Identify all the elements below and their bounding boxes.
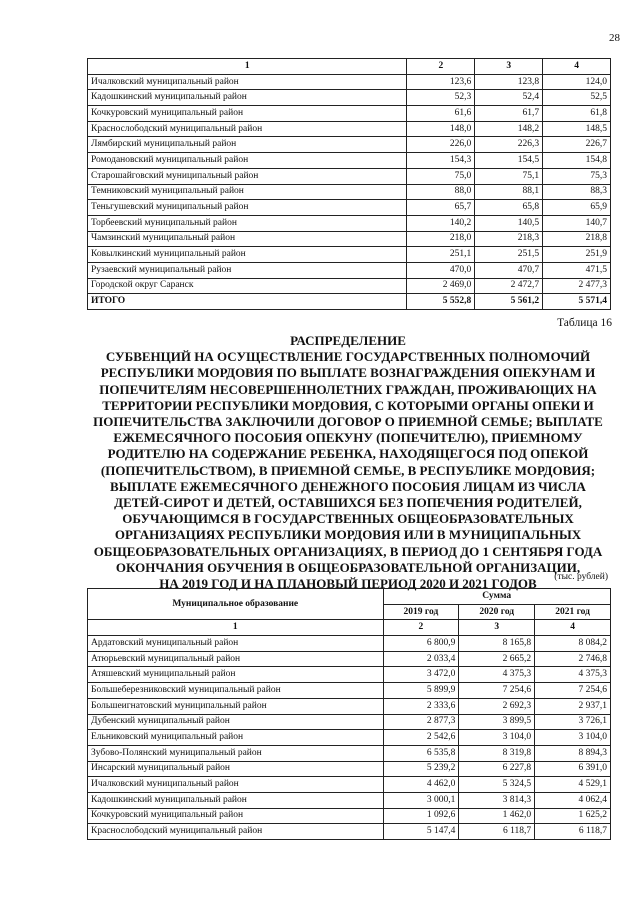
column-number: 4 <box>535 620 611 636</box>
title-line: ЕЖЕМЕСЯЧНОГО ПОСОБИЯ ОПЕКУНУ (ПОПЕЧИТЕЛЮ), ПРИЕМНОМУ <box>113 430 583 446</box>
total-amount-cell: 5 571,4 <box>543 294 611 310</box>
amount-cell: 148,5 <box>543 121 611 137</box>
amount-cell: 2 746,8 <box>535 651 611 667</box>
amount-cell: 3 899,5 <box>459 714 535 730</box>
amount-cell: 2 333,6 <box>383 698 459 714</box>
units-label: (тыс. рублей) <box>554 572 608 582</box>
table-label: Таблица 16 <box>557 317 612 329</box>
title-line: ОКОНЧАНИЯ ОБУЧЕНИЯ В ОБЩЕОБРАЗОВАТЕЛЬНОЙ ОРГАНИЗАЦИИ, <box>115 559 581 575</box>
amount-cell: 2 937,1 <box>535 698 611 714</box>
amount-cell: 4 062,4 <box>535 792 611 808</box>
total-label: ИТОГО <box>88 294 407 310</box>
amount-cell: 2 469,0 <box>407 278 475 294</box>
municipality-cell: Ковылкинский муниципальный район <box>88 247 407 263</box>
table-row <box>88 168 611 184</box>
municipality-cell: Рузаевский муниципальный район <box>88 262 407 278</box>
amount-cell: 140,7 <box>543 215 611 231</box>
amount-cell: 6 391,0 <box>535 761 611 777</box>
amount-cell: 8 319,8 <box>459 745 535 761</box>
amount-cell: 3 000,1 <box>383 792 459 808</box>
amount-cell: 124,0 <box>543 74 611 90</box>
title-line: ВЫПЛАТЕ ЕЖЕМЕСЯЧНОГО ДЕНЕЖНОГО ПОСОБИЯ ЛИЦАМ ИЗ ЧИСЛА <box>110 478 586 494</box>
municipality-cell: Атяшевский муниципальный район <box>88 667 384 683</box>
amount-cell: 3 814,3 <box>459 792 535 808</box>
amount-cell: 65,9 <box>543 200 611 216</box>
amount-cell: 61,8 <box>543 106 611 122</box>
table-row <box>88 714 611 730</box>
amount-cell: 6 227,8 <box>459 761 535 777</box>
table-row <box>88 262 611 278</box>
amount-cell: 2 477,3 <box>543 278 611 294</box>
title-line: ОБЩЕОБРАЗОВАТЕЛЬНЫХ ОРГАНИЗАЦИЯХ, В ПЕРИОД ДО 1 СЕНТЯБРЯ ГОДА <box>93 543 603 559</box>
table-row <box>88 698 611 714</box>
amount-cell: 218,3 <box>475 231 543 247</box>
distribution-table <box>87 588 611 840</box>
table-row <box>88 745 611 761</box>
municipality-cell: Кадошкинский муниципальный район <box>88 90 407 106</box>
table-row <box>88 184 611 200</box>
amount-cell: 123,6 <box>407 74 475 90</box>
amount-cell: 4 375,3 <box>535 667 611 683</box>
municipality-cell: Краснослободский муниципальный район <box>88 121 407 137</box>
top-continuation-table <box>87 58 611 310</box>
header-municipality: Муниципальное образование <box>88 589 384 620</box>
municipality-cell: Ромодановский муниципальный район <box>88 153 407 169</box>
amount-cell: 140,5 <box>475 215 543 231</box>
amount-cell: 8 084,2 <box>535 636 611 652</box>
municipality-cell: Большеигнатовский муниципальный район <box>88 698 384 714</box>
amount-cell: 8 165,8 <box>459 636 535 652</box>
amount-cell: 3 472,0 <box>383 667 459 683</box>
amount-cell: 5 239,2 <box>383 761 459 777</box>
title-line: ОБУЧАЮЩИМСЯ В ГОСУДАРСТВЕННЫХ ОБЩЕОБРАЗОВАТЕЛЬНЫХ <box>122 511 574 527</box>
column-number: 1 <box>88 620 384 636</box>
column-number: 3 <box>459 620 535 636</box>
municipality-cell: Теньгушевский муниципальный район <box>88 200 407 216</box>
municipality-cell: Торбеевский муниципальный район <box>88 215 407 231</box>
title-line: ОРГАНИЗАЦИЯХ РЕСПУБЛИКИ МОРДОВИЯ ИЛИ В МУНИЦИПАЛЬНЫХ <box>114 527 582 543</box>
municipality-cell: Ельниковский муниципальный район <box>88 730 384 746</box>
amount-cell: 1 625,2 <box>535 808 611 824</box>
municipality-cell: Краснослободский муниципальный район <box>88 824 384 840</box>
municipality-cell: Атюрьевский муниципальный район <box>88 651 384 667</box>
amount-cell: 6 118,7 <box>535 824 611 840</box>
table-row <box>88 200 611 216</box>
table-row <box>88 278 611 294</box>
table-row <box>88 74 611 90</box>
header-year-2020: 2020 год <box>459 604 535 620</box>
table-row <box>88 651 611 667</box>
amount-cell: 3 104,0 <box>535 730 611 746</box>
title-line: РОДИТЕЛЮ НА СОДЕРЖАНИЕ РЕБЕНКА, НАХОДЯЩЕГОСЯ ПОД ОПЕКОЙ <box>107 446 589 462</box>
amount-cell: 2 472,7 <box>475 278 543 294</box>
amount-cell: 154,8 <box>543 153 611 169</box>
table-row <box>88 90 611 106</box>
amount-cell: 2 877,3 <box>383 714 459 730</box>
municipality-cell: Большеберезниковский муниципальный район <box>88 683 384 699</box>
amount-cell: 3 726,1 <box>535 714 611 730</box>
municipality-cell: Дубенский муниципальный район <box>88 714 384 730</box>
amount-cell: 251,1 <box>407 247 475 263</box>
title-line: ПОПЕЧИТЕЛЯМ НЕСОВЕРШЕННОЛЕТНИХ ГРАЖДАН, ПРОЖИВАЮЩИХ НА <box>99 381 597 397</box>
amount-cell: 2 033,4 <box>383 651 459 667</box>
municipality-cell: Ичалковский муниципальный район <box>88 777 384 793</box>
amount-cell: 61,7 <box>475 106 543 122</box>
amount-cell: 75,3 <box>543 168 611 184</box>
amount-cell: 154,3 <box>407 153 475 169</box>
table-row <box>88 231 611 247</box>
column-number-row <box>88 59 611 75</box>
total-row <box>88 294 611 310</box>
municipality-cell: Ардатовский муниципальный район <box>88 636 384 652</box>
municipality-cell: Темниковский муниципальный район <box>88 184 407 200</box>
amount-cell: 4 529,1 <box>535 777 611 793</box>
amount-cell: 88,1 <box>475 184 543 200</box>
amount-cell: 6 535,8 <box>383 745 459 761</box>
municipality-cell: Чамзинский муниципальный район <box>88 231 407 247</box>
amount-cell: 52,3 <box>407 90 475 106</box>
amount-cell: 1 462,0 <box>459 808 535 824</box>
title-line: ДЕТЕЙ-СИРОТ И ДЕТЕЙ, ОСТАВШИХСЯ БЕЗ ПОПЕЧЕНИЯ РОДИТЕЛЕЙ, <box>114 495 582 511</box>
table-row <box>88 153 611 169</box>
municipality-cell: Зубово-Полянский муниципальный район <box>88 745 384 761</box>
table-row <box>88 636 611 652</box>
column-number: 2 <box>383 620 459 636</box>
amount-cell: 470,7 <box>475 262 543 278</box>
amount-cell: 88,0 <box>407 184 475 200</box>
amount-cell: 6 118,7 <box>459 824 535 840</box>
column-number-row <box>88 620 611 636</box>
municipality-cell: Кадошкинский муниципальный район <box>88 792 384 808</box>
amount-cell: 123,8 <box>475 74 543 90</box>
amount-cell: 8 894,3 <box>535 745 611 761</box>
amount-cell: 2 692,3 <box>459 698 535 714</box>
amount-cell: 218,8 <box>543 231 611 247</box>
amount-cell: 7 254,6 <box>535 683 611 699</box>
amount-cell: 2 665,2 <box>459 651 535 667</box>
amount-cell: 65,7 <box>407 200 475 216</box>
amount-cell: 52,4 <box>475 90 543 106</box>
amount-cell: 148,2 <box>475 121 543 137</box>
amount-cell: 140,2 <box>407 215 475 231</box>
municipality-cell: Инсарский муниципальный район <box>88 761 384 777</box>
amount-cell: 1 092,6 <box>383 808 459 824</box>
table-row <box>88 730 611 746</box>
table-row <box>88 808 611 824</box>
municipality-cell: Кочкуровский муниципальный район <box>88 808 384 824</box>
table-row <box>88 761 611 777</box>
amount-cell: 88,3 <box>543 184 611 200</box>
amount-cell: 4 375,3 <box>459 667 535 683</box>
amount-cell: 6 800,9 <box>383 636 459 652</box>
municipality-cell: Старошайговский муниципальный район <box>88 168 407 184</box>
table-row <box>88 137 611 153</box>
title-line: РЕСПУБЛИКИ МОРДОВИЯ ПО ВЫПЛАТЕ ВОЗНАГРАЖДЕНИЯ ОПЕКУНАМ И <box>100 365 596 381</box>
amount-cell: 154,5 <box>475 153 543 169</box>
column-number: 1 <box>88 59 407 75</box>
amount-cell: 5 899,9 <box>383 683 459 699</box>
municipality-cell: Лямбирский муниципальный район <box>88 137 407 153</box>
table-row <box>88 121 611 137</box>
title-line: НА 2019 ГОД И НА ПЛАНОВЫЙ ПЕРИОД 2020 И 2021 ГОДОВ <box>159 576 537 592</box>
column-number: 4 <box>543 59 611 75</box>
amount-cell: 2 542,6 <box>383 730 459 746</box>
document-title <box>78 333 618 592</box>
amount-cell: 65,8 <box>475 200 543 216</box>
table-row <box>88 824 611 840</box>
column-number: 2 <box>407 59 475 75</box>
amount-cell: 251,9 <box>543 247 611 263</box>
municipality-cell: Ичалковский муниципальный район <box>88 74 407 90</box>
amount-cell: 226,0 <box>407 137 475 153</box>
header-year-2021: 2021 год <box>535 604 611 620</box>
header-year-2019: 2019 год <box>383 604 459 620</box>
amount-cell: 226,3 <box>475 137 543 153</box>
table-row <box>88 792 611 808</box>
table-row <box>88 106 611 122</box>
title-line: РАСПРЕДЕЛЕНИЕ <box>290 333 406 348</box>
total-amount-cell: 5 552,8 <box>407 294 475 310</box>
amount-cell: 5 147,4 <box>383 824 459 840</box>
title-line: ПОПЕЧИТЕЛЬСТВА ЗАКЛЮЧИЛИ ДОГОВОР О ПРИЕМНОЙ СЕМЬЕ; ВЫПЛАТЕ <box>93 414 603 430</box>
page-number: 28 <box>609 32 620 44</box>
header-sum: Сумма <box>383 589 611 605</box>
amount-cell: 75,1 <box>475 168 543 184</box>
title-line: ТЕРРИТОРИИ РЕСПУБЛИКИ МОРДОВИЯ, С КОТОРЫМИ ОРГАНЫ ОПЕКИ И <box>102 397 594 413</box>
table-row <box>88 215 611 231</box>
amount-cell: 251,5 <box>475 247 543 263</box>
amount-cell: 218,0 <box>407 231 475 247</box>
title-line: (ПОПЕЧИТЕЛЬСТВОМ), В ПРИЕМНОЙ СЕМЬЕ, В РЕСПУБЛИКЕ МОРДОВИЯ; <box>100 462 596 478</box>
amount-cell: 4 462,0 <box>383 777 459 793</box>
amount-cell: 61,6 <box>407 106 475 122</box>
table-row <box>88 683 611 699</box>
municipality-cell: Кочкуровский муниципальный район <box>88 106 407 122</box>
amount-cell: 3 104,0 <box>459 730 535 746</box>
amount-cell: 5 324,5 <box>459 777 535 793</box>
municipality-cell: Городской округ Саранск <box>88 278 407 294</box>
amount-cell: 52,5 <box>543 90 611 106</box>
column-number: 3 <box>475 59 543 75</box>
amount-cell: 471,5 <box>543 262 611 278</box>
total-amount-cell: 5 561,2 <box>475 294 543 310</box>
amount-cell: 75,0 <box>407 168 475 184</box>
amount-cell: 7 254,6 <box>459 683 535 699</box>
amount-cell: 470,0 <box>407 262 475 278</box>
table-row <box>88 777 611 793</box>
title-line: СУБВЕНЦИЙ НА ОСУЩЕСТВЛЕНИЕ ГОСУДАРСТВЕННЫХ ПОЛНОМОЧИЙ <box>105 349 591 365</box>
amount-cell: 148,0 <box>407 121 475 137</box>
table-row <box>88 247 611 263</box>
amount-cell: 226,7 <box>543 137 611 153</box>
table-row <box>88 667 611 683</box>
